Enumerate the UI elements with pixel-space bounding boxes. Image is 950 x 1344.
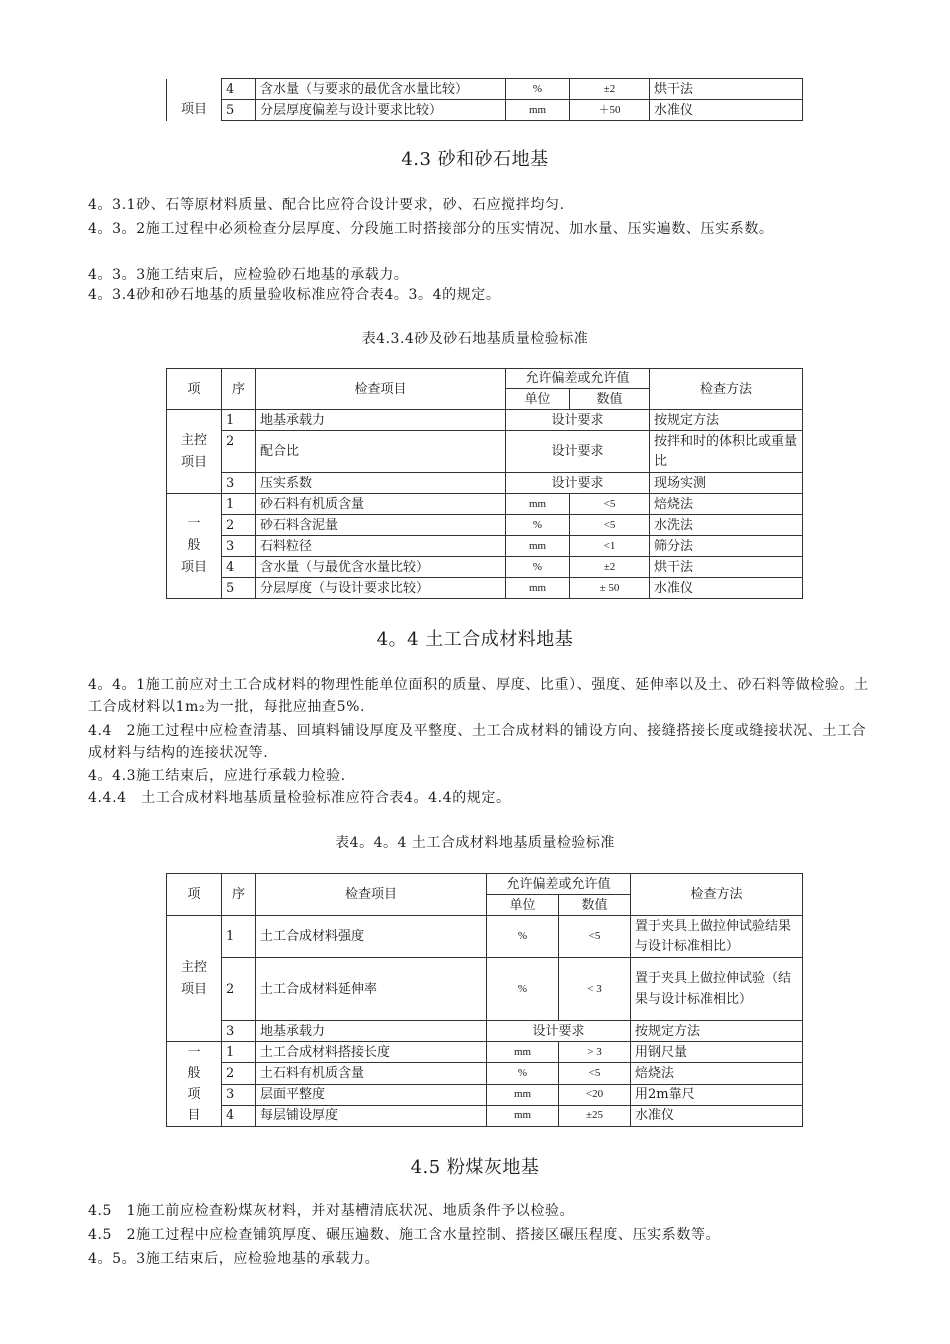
section-heading-4-3: 4.3 砂和砂石地基 xyxy=(401,149,549,170)
row-unit: mm xyxy=(487,1084,559,1105)
row-item: 配合比 xyxy=(256,431,506,473)
paragraph: 4。3。2施工过程中必须检查分层厚度、分段施工时搭接部分的压实情况、加水量、压实遍数、压实系数。 xyxy=(88,221,774,237)
row-item: 砂石料含泥量 xyxy=(256,515,506,536)
row-method: 现场实测 xyxy=(650,473,803,494)
table-row xyxy=(167,100,803,121)
row-allow: 设计要求 xyxy=(506,473,650,494)
table-row xyxy=(167,515,803,536)
row-unit: mm xyxy=(506,100,570,121)
paragraph: 4。4.3施工结束后，应进行承载力检验. xyxy=(88,768,346,784)
row-method: 焙烧法 xyxy=(650,494,803,515)
group-label: 项目 xyxy=(167,79,222,121)
row-method: 烘干法 xyxy=(650,557,803,578)
paragraph: 4。3。3施工结束后，应检验砂石地基的承载力。 xyxy=(88,267,409,283)
table-continued xyxy=(166,78,803,121)
row-no: 3 xyxy=(222,1021,256,1042)
group-label-text: 主控项目 xyxy=(181,959,208,997)
row-no: 4 xyxy=(222,557,256,578)
table-row xyxy=(167,1084,803,1105)
paragraph: 4。3.1砂、石等原材料质量、配合比应符合设计要求，砂、石应搅拌均匀. xyxy=(88,197,565,213)
row-method: 烘干法 xyxy=(650,79,803,100)
row-item: 石料粒径 xyxy=(256,536,506,557)
section-heading-4-4: 4。4 土工合成材料地基 xyxy=(376,629,574,650)
row-value: ±2 xyxy=(570,557,650,578)
header-unit: 单位 xyxy=(506,389,570,410)
paragraph: 4。3.4砂和砂石地基的质量验收标准应符合表4。3。4的规定。 xyxy=(88,287,501,303)
row-no: 2 xyxy=(222,958,256,1021)
table-row xyxy=(167,1063,803,1084)
row-item: 地基承载力 xyxy=(256,1021,487,1042)
row-item: 压实系数 xyxy=(256,473,506,494)
row-method: 置于夹具上做拉伸试验（结果与设计标准相比） xyxy=(631,958,803,1021)
row-value: <5 xyxy=(559,1063,631,1084)
row-no: 5 xyxy=(222,100,256,121)
row-method: 水准仪 xyxy=(650,578,803,599)
row-method: 焙烧法 xyxy=(631,1063,803,1084)
row-method: 水洗法 xyxy=(650,515,803,536)
row-value: > 3 xyxy=(559,1042,631,1063)
row-method: 置于夹具上做拉伸试验结果与设计标准相比） xyxy=(631,916,803,958)
row-unit: mm xyxy=(487,1042,559,1063)
group-label-main xyxy=(167,410,222,494)
table-row xyxy=(167,410,803,431)
group-label-text: 一 xyxy=(187,1045,201,1060)
row-value: ±2 xyxy=(570,79,650,100)
table-caption: 表4。4。4 土工合成材料地基质量检验标准 xyxy=(335,835,615,851)
table-row xyxy=(167,958,803,1021)
table-row xyxy=(167,1105,803,1126)
row-item: 地基承载力 xyxy=(256,410,506,431)
group-label-text: 一 xyxy=(187,516,201,531)
paragraph: 4。4。1施工前应对土工合成材料的物理性能单位面积的质量、厚度、比重）、强度、延伸率以及土、砂石料等做检验。土工合成材料以1m₂为一批，每批应抽查5%. xyxy=(88,677,869,715)
header-method: 检查方法 xyxy=(650,369,803,410)
row-item: 土工合成材料搭接长度 xyxy=(256,1042,487,1063)
table-row xyxy=(167,1021,803,1042)
row-value: ± 50 xyxy=(570,578,650,599)
group-label-text: 般 xyxy=(187,1066,201,1081)
row-allow: 设计要求 xyxy=(487,1021,631,1042)
table-row xyxy=(167,473,803,494)
row-item: 含水量（与要求的最优含水量比较） xyxy=(256,79,506,100)
row-item: 砂石料有机质含量 xyxy=(256,494,506,515)
row-unit: mm xyxy=(506,494,570,515)
row-value: ±25 xyxy=(559,1105,631,1126)
table-caption: 表4.3.4砂及砂石地基质量检验标准 xyxy=(361,331,589,347)
row-value: <5 xyxy=(570,494,650,515)
header-check: 检查项目 xyxy=(256,874,487,916)
row-no: 2 xyxy=(222,431,256,473)
row-no: 3 xyxy=(222,1084,256,1105)
row-no: 1 xyxy=(222,494,256,515)
group-label-text: 主控项目 xyxy=(181,432,208,470)
row-unit: mm xyxy=(506,536,570,557)
table-row xyxy=(167,79,803,100)
header-allow: 允许偏差或允许值 xyxy=(487,874,631,895)
row-unit: % xyxy=(506,557,570,578)
section-heading-4-5: 4.5 粉煤灰地基 xyxy=(410,1157,540,1178)
row-item: 层面平整度 xyxy=(256,1084,487,1105)
header-value: 数值 xyxy=(570,389,650,410)
row-method: 用钢尺量 xyxy=(631,1042,803,1063)
header-check: 检查项目 xyxy=(256,369,506,410)
paragraph: 4.4.4 土工合成材料地基质量检验标准应符合表4。4.4的规定。 xyxy=(88,790,511,806)
group-label-text: 项目 xyxy=(180,560,207,575)
row-method: 按规定方法 xyxy=(631,1021,803,1042)
header-no: 序 xyxy=(222,369,256,410)
table-row xyxy=(167,557,803,578)
table-row xyxy=(167,916,803,958)
paragraph: 4。5。3施工结束后，应检验地基的承载力。 xyxy=(88,1251,380,1267)
row-method: 筛分法 xyxy=(650,536,803,557)
table-row xyxy=(167,536,803,557)
row-method: 水准仪 xyxy=(631,1105,803,1126)
header-method: 检查方法 xyxy=(631,874,803,916)
row-method: 用2m靠尺 xyxy=(631,1084,803,1105)
row-item: 分层厚度偏差与设计要求比较） xyxy=(256,100,506,121)
row-unit: % xyxy=(506,515,570,536)
row-unit: mm xyxy=(487,1105,559,1126)
table-row xyxy=(167,578,803,599)
group-label-text: 目 xyxy=(187,1108,201,1123)
quality-table-4-3-4 xyxy=(166,368,803,599)
row-no: 1 xyxy=(222,916,256,958)
paragraph: 4.5 1施工前应检查粉煤灰材料，并对基槽清底状况、地质条件予以检验。 xyxy=(88,1203,575,1219)
paragraph: 4.4 2施工过程中应检查清基、回填料铺设厚度及平整度、土工合成材料的铺设方向、接缝搭接长度或缝接状况、土工合成材料与结构的连接状况等. xyxy=(88,723,867,761)
header-allow: 允许偏差或允许值 xyxy=(506,369,650,389)
row-value: ＋50 xyxy=(570,100,650,121)
row-value: <20 xyxy=(559,1084,631,1105)
row-no: 5 xyxy=(222,578,256,599)
table-header-row xyxy=(167,369,803,389)
row-value: <5 xyxy=(570,515,650,536)
header-unit: 单位 xyxy=(487,895,559,916)
row-item: 含水量（与最优含水量比较） xyxy=(256,557,506,578)
row-no: 3 xyxy=(222,473,256,494)
row-item: 土石料有机质含量 xyxy=(256,1063,487,1084)
quality-table-4-4-4 xyxy=(166,873,803,1127)
row-no: 2 xyxy=(222,515,256,536)
row-value: <5 xyxy=(559,916,631,958)
header-value: 数值 xyxy=(559,895,631,916)
row-value: < 3 xyxy=(559,958,631,1021)
header-item: 项 xyxy=(167,369,222,410)
group-label-main xyxy=(167,916,222,1042)
paragraph: 4.5 2施工过程中应检查铺筑厚度、碾压遍数、施工含水量控制、搭接区碾压程度、压实系数等。 xyxy=(88,1227,721,1243)
table-header-row xyxy=(167,874,803,895)
group-label-general xyxy=(167,1042,222,1127)
header-no: 序 xyxy=(222,874,256,916)
row-item: 土工合成材料延伸率 xyxy=(256,958,487,1021)
row-unit: % xyxy=(487,958,559,1021)
row-allow: 设计要求 xyxy=(506,431,650,473)
row-no: 4 xyxy=(222,1105,256,1126)
row-allow: 设计要求 xyxy=(506,410,650,431)
row-unit: mm xyxy=(506,578,570,599)
row-no: 3 xyxy=(222,536,256,557)
row-unit: % xyxy=(487,916,559,958)
group-label-general xyxy=(167,494,222,599)
row-unit: % xyxy=(506,79,570,100)
row-item: 每层铺设厚度 xyxy=(256,1105,487,1126)
table-row xyxy=(167,494,803,515)
row-item: 土工合成材料强度 xyxy=(256,916,487,958)
group-label-text: 项 xyxy=(187,1087,201,1102)
row-unit: % xyxy=(487,1063,559,1084)
table-row xyxy=(167,1042,803,1063)
row-value: <1 xyxy=(570,536,650,557)
row-method: 按规定方法 xyxy=(650,410,803,431)
row-no: 4 xyxy=(222,79,256,100)
row-no: 2 xyxy=(222,1063,256,1084)
row-no: 1 xyxy=(222,410,256,431)
row-method: 水准仪 xyxy=(650,100,803,121)
row-item: 分层厚度（与设计要求比较） xyxy=(256,578,506,599)
table-row xyxy=(167,431,803,473)
row-method: 按拌和时的体积比或重量比 xyxy=(650,431,803,473)
group-label-text: 般 xyxy=(187,538,201,553)
row-no: 1 xyxy=(222,1042,256,1063)
header-item: 项 xyxy=(167,874,222,916)
